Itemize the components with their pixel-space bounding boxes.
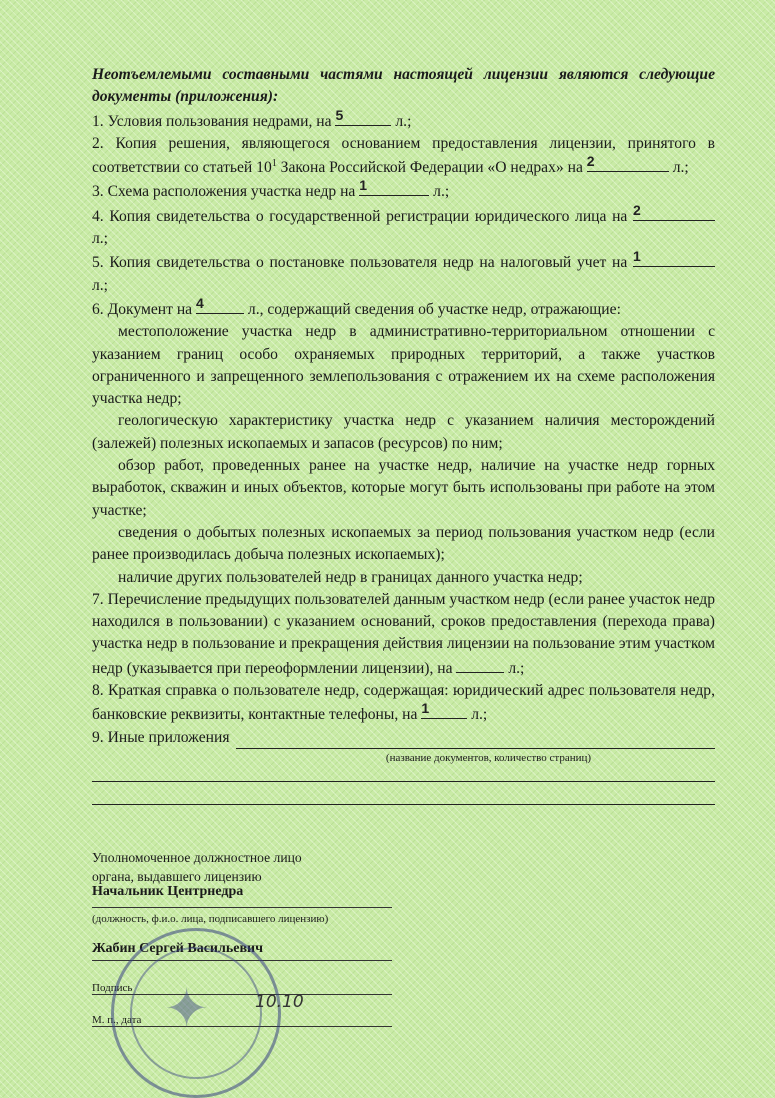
sign-label: Подпись <box>92 982 133 994</box>
item-7: 7. Перечисление предыдущих пользователей данным участком недр (если ранее участок недр находился в пользовании) с указанием оснований, сроков предоставления (перехода права) участка недр в пользование и прекращения действия лицензии на пользование этим участком недр (указывается при переоформлении лицензии), на л.; <box>92 590 715 677</box>
item-8-pages: 1 <box>421 702 467 719</box>
position-caption: (должность, ф.и.о. лица, подписавшего лицензию) <box>92 913 329 925</box>
item-9-blank <box>236 732 715 749</box>
official-seal <box>111 928 281 1098</box>
signatory-name: Жабин Сергей Васильевич <box>92 941 263 956</box>
item-9: 9. Иные приложения <box>92 727 715 749</box>
item-3: 3. Схема расположения участка недр на 1 л.; <box>92 177 450 201</box>
item-4-pages: 2 <box>633 204 715 221</box>
item-6-extraction: сведения о добытых полезных ископаемых за период пользования участком недр (если ранее производилась добыча полезных ископаемых); <box>92 523 715 564</box>
item-2-pages: 2 <box>587 155 669 172</box>
item-5: 5. Копия свидетельства о постановке пользователя недр на налоговый учет на 1 л.; <box>92 250 715 297</box>
license-appendix-list <box>92 64 715 805</box>
item-6: 6. Документ на 4 л., содержащий сведения об участке недр, отражающие: <box>92 294 621 318</box>
item-9-blank-line-1 <box>92 781 715 782</box>
appendix-heading: Неотъемлемыми составными частями настоящей лицензии являются следующие документы (приложения): <box>92 66 715 106</box>
item-6-other-users: наличие других пользователей недр в границах данного участка недр; <box>118 568 583 586</box>
handwritten-date: 10.10 <box>255 992 304 1012</box>
item-7-pages <box>456 656 504 673</box>
item-9-blank-line-2 <box>92 804 715 805</box>
item-1: 1. Условия пользования недрами, на 5 л.; <box>92 106 412 130</box>
item-2: 2. Копия решения, являющегося основанием предоставления лицензии, принятого в соответствии со статьей $10^1$ Закона Российской Федерации «О недрах» на 2 л.; <box>92 134 715 177</box>
item-4: 4. Копия свидетельства о государственной регистрации юридического лица на 2 л.; <box>92 204 715 251</box>
signature-official-line2: органа, выдавшего лицензию <box>92 869 262 884</box>
item-6-geology: геологическую характеристику участка недр с указанием наличия месторождений (залежей) полезных ископаемых и запасов (ресурсов) по ним; <box>92 412 715 452</box>
item-6-works-review: обзор работ, проведенных ранее на участке недр, наличие на участке недр горных выработок, скважин и иных объектов, которые могут быть использованы при работе на этом участке; <box>92 457 715 519</box>
item-6-pages: 4 <box>196 297 244 314</box>
coat-of-arms-icon: ✦ <box>164 977 210 1040</box>
item-9-caption: (название документов, количество страниц) <box>385 751 592 764</box>
item-3-pages: 1 <box>359 179 429 196</box>
signature-official-line1: Уполномоченное должностное лицо <box>92 850 302 865</box>
mp-date-label: М. п., дата <box>92 1014 142 1026</box>
item-6-location: местоположение участка недр в административно-территориальном отношении с указанием границ особо охраняемых природных территорий, а также участков ограниченного и запрещенного землепользования с отражением их на схеме расположения участка недр; <box>92 323 715 408</box>
item-1-pages: 5 <box>335 109 391 126</box>
signatory-position: Начальник Центрнедра <box>92 884 244 899</box>
item-5-pages: 1 <box>633 250 715 267</box>
item-8: 8. Краткая справка о пользователе недр, содержащая: юридический адрес пользователя недр, банковские реквизиты, контактные телефоны, на 1 л.; <box>92 682 715 724</box>
position-underline <box>92 907 392 908</box>
